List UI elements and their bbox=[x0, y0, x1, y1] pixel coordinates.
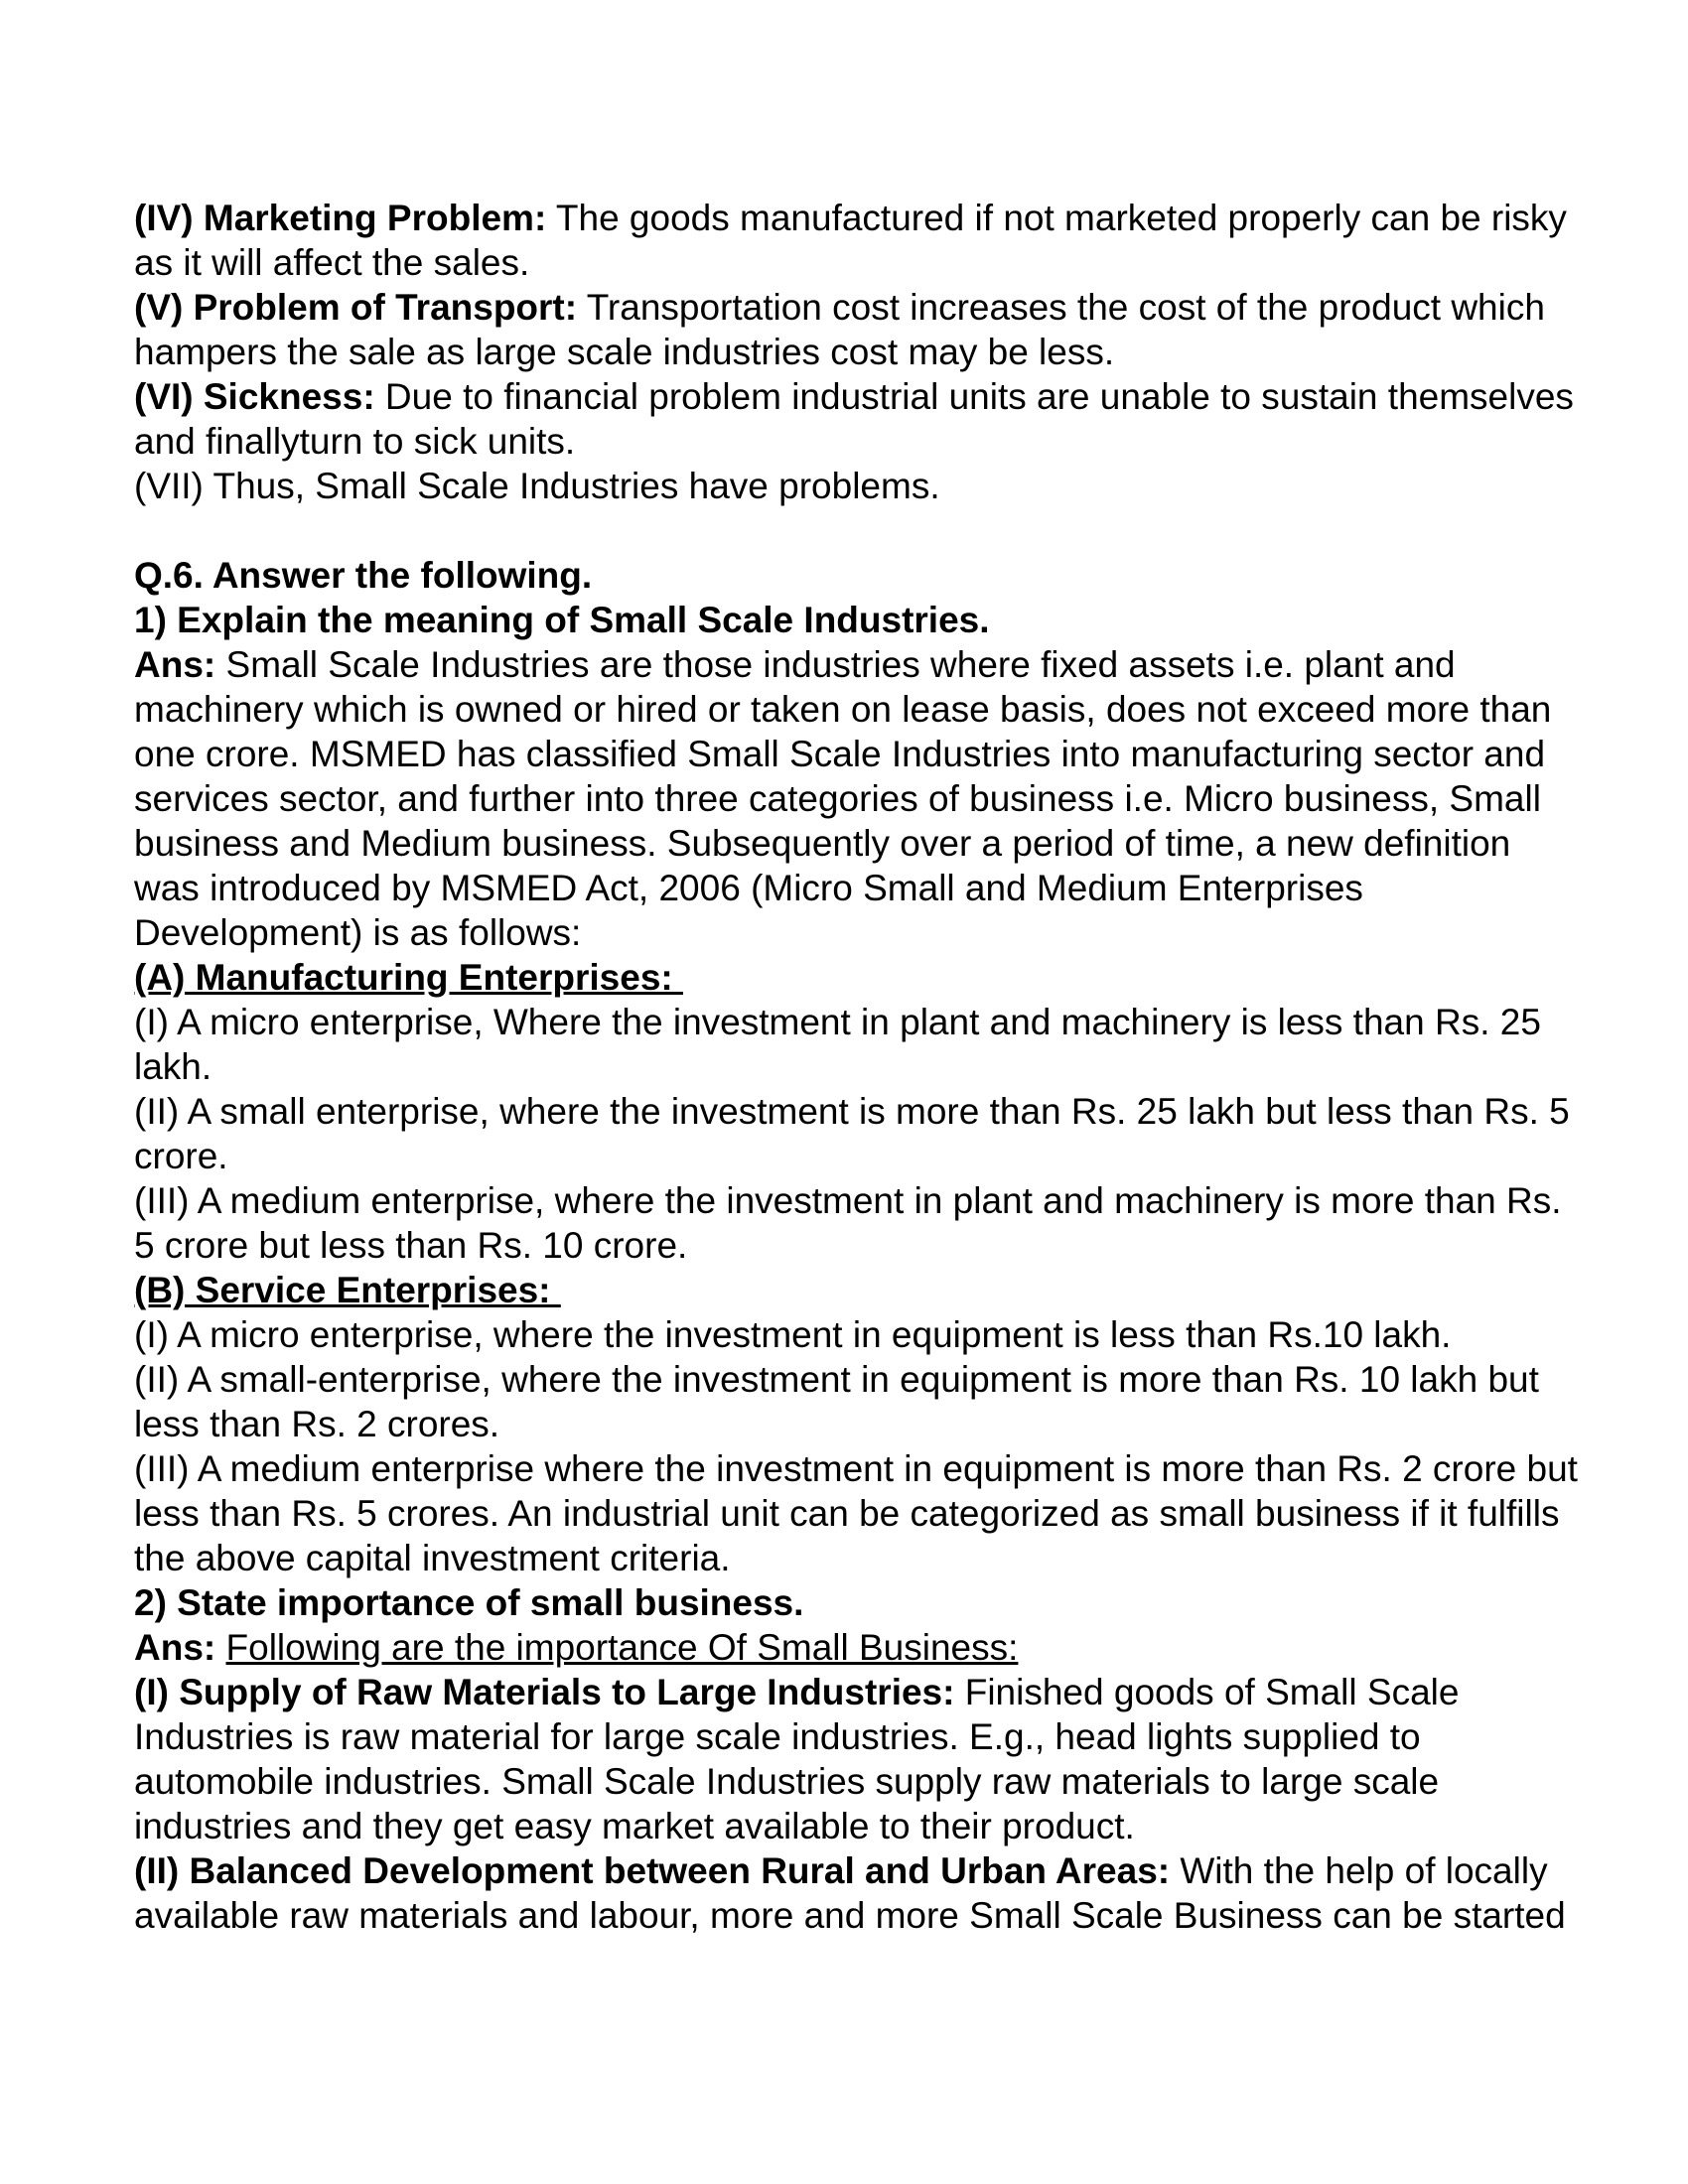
heading-service-enterprises bbox=[134, 1268, 1584, 1312]
para-q6-2-answer-intro bbox=[134, 1625, 1584, 1670]
para-service-medium bbox=[134, 1446, 1584, 1580]
text-run-bold: (VI) Sickness: bbox=[134, 376, 375, 417]
text-run: With the help of locally available raw materials and labour, more and more Small Scale Business can be started bbox=[134, 1850, 1566, 1936]
text-run: (I) A micro enterprise, where the investment in equipment is less than Rs.10 lakh. bbox=[134, 1314, 1452, 1355]
text-run-bold: (V) Problem of Transport: bbox=[134, 287, 578, 328]
heading-q6 bbox=[134, 553, 1584, 598]
heading-manufacturing-enterprises bbox=[134, 955, 1584, 1000]
para-importance-balanced-development bbox=[134, 1848, 1584, 1938]
para-importance-supply-raw-materials bbox=[134, 1670, 1584, 1848]
heading-q6-question-1 bbox=[134, 598, 1584, 642]
text-run: (II) A small-enterprise, where the investment in equipment is more than Rs. 10 lakh but less than Rs. 2 crores. bbox=[134, 1359, 1539, 1444]
text-run: Small Scale Industries are those industries where fixed assets i.e. plant and machinery which is owned or hired or taken on lease basis, does not exceed more than one crore. MSMED has classified Small Scale Industries into manufacturing sector and services sector, and further into three categories of business i.e. Micro business, Small business and Medium business. Subsequently over a period of time, a new definition was introduced by MSMED Act, 2006 (Micro Small and Medium Enterprises Development) is as follows: bbox=[134, 644, 1552, 953]
text-run: (II) A small enterprise, where the investment is more than Rs. 25 lakh but less than Rs. 5 crore. bbox=[134, 1091, 1570, 1176]
text-run-bold: (I) Supply of Raw Materials to Large Industries: bbox=[134, 1672, 955, 1712]
blank-line bbox=[134, 508, 1584, 553]
text-run-bold: Ans: bbox=[134, 644, 216, 685]
para-vi-sickness bbox=[134, 374, 1584, 464]
text-run: Finished goods of Small Scale Industries is raw material for large scale industries. E.g., head lights supplied to automobile industries. Small Scale Industries supply raw materials to large scale industries and they get easy market available to their product. bbox=[134, 1672, 1460, 1846]
para-q6-1-answer bbox=[134, 642, 1584, 955]
text-run: The goods manufactured if not marketed properly can be risky as it will affect the sales. bbox=[134, 198, 1567, 283]
para-v-problem-of-transport bbox=[134, 285, 1584, 374]
text-run: (III) A medium enterprise, where the investment in plant and machinery is more than Rs. 5 crore but less than Rs. 10 crore. bbox=[134, 1180, 1562, 1266]
text-run: Transportation cost increases the cost of the product which hampers the sale as large scale industries cost may be less. bbox=[134, 287, 1545, 372]
para-vii-conclusion bbox=[134, 464, 1584, 508]
text-run bbox=[215, 1627, 225, 1668]
text-run: (VII) Thus, Small Scale Industries have problems. bbox=[134, 466, 940, 506]
para-service-micro bbox=[134, 1312, 1584, 1357]
text-run-bold: Ans: bbox=[134, 1627, 216, 1668]
para-manufacturing-micro bbox=[134, 1000, 1584, 1089]
heading-q6-question-2 bbox=[134, 1580, 1584, 1625]
para-manufacturing-small bbox=[134, 1089, 1584, 1178]
text-run-bold: (IV) Marketing Problem: bbox=[134, 198, 547, 238]
text-run-bold: 1) Explain the meaning of Small Scale Industries. bbox=[134, 600, 990, 640]
document-content bbox=[134, 196, 1584, 1938]
text-run-bold: 2) State importance of small business. bbox=[134, 1582, 804, 1623]
text-run-bold-underline: (B) Service Enterprises: bbox=[134, 1270, 561, 1310]
text-run: Due to financial problem industrial units are unable to sustain themselves and finallyturn to sick units. bbox=[134, 376, 1574, 462]
text-run-bold-underline: (A) Manufacturing Enterprises: bbox=[134, 957, 683, 998]
text-run: (III) A medium enterprise where the investment in equipment is more than Rs. 2 crore but less than Rs. 5 crores. An industrial unit can be categorized as small business if it fulfills the above capital investment criteria. bbox=[134, 1448, 1578, 1578]
text-run-bold: Q.6. Answer the following. bbox=[134, 555, 593, 596]
text-run-bold: (II) Balanced Development between Rural and Urban Areas: bbox=[134, 1850, 1171, 1891]
text-run-underline: Following are the importance Of Small Business: bbox=[225, 1627, 1019, 1668]
text-run: (I) A micro enterprise, Where the investment in plant and machinery is less than Rs. 25 lakh. bbox=[134, 1002, 1541, 1087]
para-manufacturing-medium bbox=[134, 1178, 1584, 1268]
para-iv-marketing-problem bbox=[134, 196, 1584, 285]
para-service-small bbox=[134, 1357, 1584, 1446]
